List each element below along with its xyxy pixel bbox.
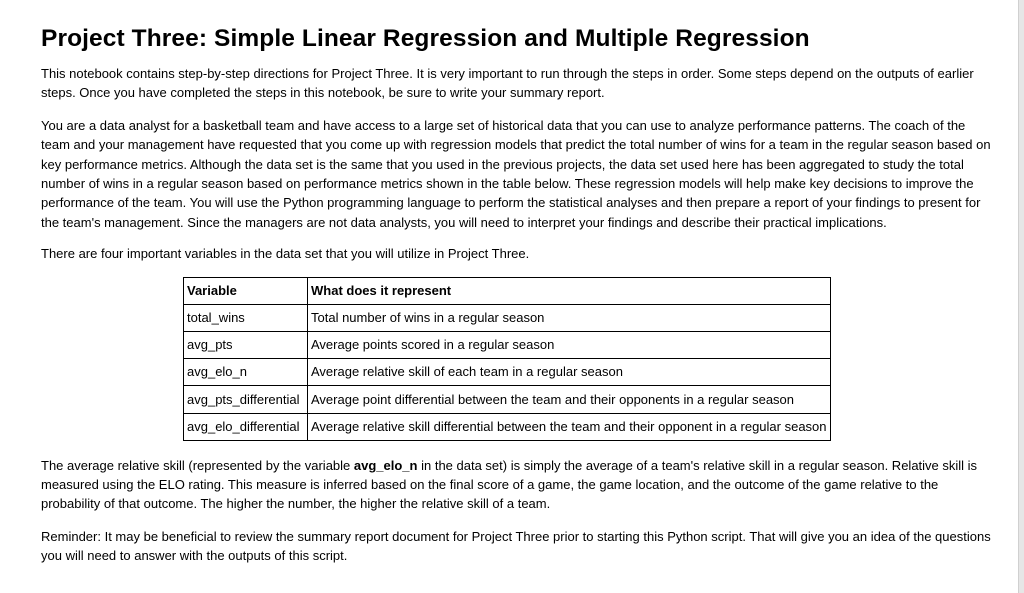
variable-description-cell: Average points scored in a regular season (308, 332, 831, 359)
relative-skill-text-after: in the data set) is simply the average of a team's relative skill in a regular season. Relative skill is measured using the ELO rating. This measure is inferred based on the final score of a game, the game location, and the outcome of the game relative to the probability of that outcome. The higher the number, the higher the relative skill of a team. (41, 457, 978, 512)
relative-skill-text-before: The average relative skill (represented by the variable (41, 457, 354, 473)
table-row (184, 386, 831, 413)
variable-description-cell: Average relative skill differential between the team and their opponent in a regular season (308, 413, 831, 440)
variable-name-cell: avg_elo_n (184, 359, 308, 386)
intro-paragraph: This notebook contains step-by-step directions for Project Three. It is very important to run through the steps in order. Some steps depend on the outputs of earlier steps. Once you have completed the steps in this notebook, be sure to write your summary report. (41, 66, 974, 101)
variable-description-cell: Average relative skill of each team in a regular season (308, 359, 831, 386)
table-row (184, 359, 831, 386)
variable-name-cell: total_wins (184, 304, 308, 331)
variable-name-cell: avg_pts (184, 332, 308, 359)
variable-description-cell: Average point differential between the team and their opponents in a regular season (308, 386, 831, 413)
variable-description-cell: Total number of wins in a regular season (308, 304, 831, 331)
scenario-paragraph: You are a data analyst for a basketball team and have access to a large set of historical data that you can use to analyze performance patterns. The coach of the team and your management have requested that you come up with regression models that predict the total number of wins for a team in the regular season based on key performance metrics. Although the data set is the same that you used in the previous projects, the data set used here has been aggregated to study the total number of wins in a regular season based on performance metrics shown in the table below. These regression models will help make key decisions to improve the performance of the team. You will use the Python programming language to perform the statistical analyses and then prepare a report of your findings to present for the team's management. Since the managers are not data analysts, you will need to interpret your findings and describe their practical implications. (41, 118, 991, 230)
variables-table (183, 277, 831, 441)
table-header-row (184, 277, 831, 304)
header-description: What does it represent (308, 277, 831, 304)
reminder-paragraph: Reminder: It may be beneficial to review the summary report document for Project Three prior to starting this Python script. That will give you an idea of the questions you will need to answer with the outputs of this script. (41, 529, 991, 564)
cell-content (41, 22, 993, 566)
variable-name-cell: avg_pts_differential (184, 386, 308, 413)
table-row (184, 304, 831, 331)
avg-elo-n-variable: avg_elo_n (353, 457, 418, 473)
page-title: Project Three: Simple Linear Regression and Multiple Regression (41, 25, 810, 52)
header-variable: Variable (184, 277, 308, 304)
table-row (184, 413, 831, 440)
relative-skill-paragraph (41, 456, 993, 514)
variable-name-cell: avg_elo_differential (184, 413, 308, 440)
table-row (184, 332, 831, 359)
variables-intro-paragraph: There are four important variables in the data set that you will utilize in Project Three. (41, 246, 530, 262)
cell-scrollbar-edge (1018, 0, 1024, 593)
